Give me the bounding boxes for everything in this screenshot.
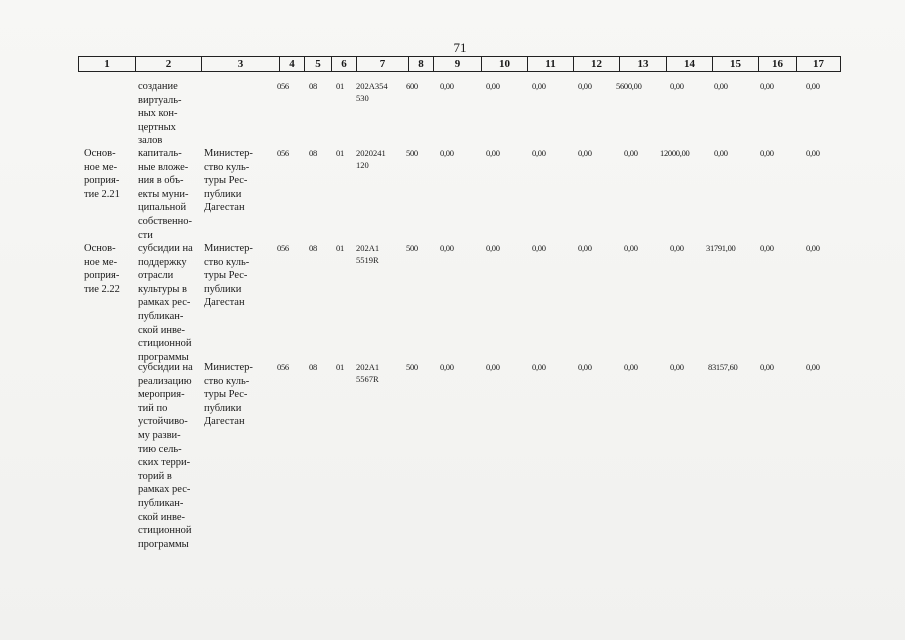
col-header-17: 17 [797,57,841,72]
value-col-12: 0,00 [578,243,592,253]
value-col-10: 0,00 [486,243,500,253]
col-header-7: 7 [357,57,409,72]
value-col-17: 0,00 [806,81,820,91]
value-col-12: 0,00 [578,362,592,372]
col-header-4: 4 [280,57,305,72]
code-expense-type: 500 [406,148,418,158]
value-col-13: 0,00 [624,148,638,158]
code-grbs: 056 [277,243,289,253]
value-col-9: 0,00 [440,362,454,372]
event-description: субсидии на поддержку отрасли культуры в рамках рес- публикан- ской инве- стиционной программы [138,243,193,363]
page-number: 71 [453,40,467,55]
value-col-11: 0,00 [532,81,546,91]
value-col-16: 0,00 [760,362,774,372]
event-label: Основ- ное ме- роприя- тие 2.21 [84,148,120,200]
code-subsection: 01 [336,148,344,158]
code-expense-type: 500 [406,362,418,372]
value-col-17: 0,00 [806,148,820,158]
value-col-16: 0,00 [760,81,774,91]
col-header-3: 3 [202,57,280,72]
code-subsection: 01 [336,81,344,91]
col-header-5: 5 [305,57,332,72]
col-header-6: 6 [332,57,357,72]
value-col-16: 0,00 [760,243,774,253]
col-header-12: 12 [574,57,620,72]
value-col-13: 0,00 [624,243,638,253]
value-col-14: 12000,00 [660,148,690,158]
code-target-article: 202A1 5567R [356,362,380,384]
code-subsection: 01 [336,362,344,372]
value-col-12: 0,00 [578,148,592,158]
value-col-14: 0,00 [670,81,684,91]
value-col-17: 0,00 [806,362,820,372]
value-col-16: 0,00 [760,148,774,158]
code-target-article: 202A1 5519R [356,243,380,265]
col-header-13: 13 [620,57,667,72]
value-col-11: 0,00 [532,362,546,372]
responsible-executor: Министер- ство куль- туры Рес- публики Дагестан [204,362,253,428]
col-header-2: 2 [136,57,202,72]
code-subsection: 01 [336,243,344,253]
value-col-9: 0,00 [440,148,454,158]
event-description: капиталь- ные вложе- ния в объ- екты муни- ципальной собственно- сти [138,148,193,241]
value-col-9: 0,00 [440,81,454,91]
value-col-10: 0,00 [486,362,500,372]
value-col-10: 0,00 [486,81,500,91]
value-col-15: 31791,00 [706,243,736,253]
value-col-13: 0,00 [624,362,638,372]
col-header-8: 8 [409,57,434,72]
code-section: 08 [309,81,317,91]
code-grbs: 056 [277,81,289,91]
value-col-11: 0,00 [532,148,546,158]
column-header-row [78,56,841,72]
col-header-11: 11 [528,57,574,72]
col-header-15: 15 [713,57,759,72]
code-section: 08 [309,148,317,158]
responsible-executor: Министер- ство куль- туры Рес- публики Дагестан [204,148,253,214]
value-col-10: 0,00 [486,148,500,158]
value-col-17: 0,00 [806,243,820,253]
code-grbs: 056 [277,362,289,372]
event-description: субсидии на реализацию мероприя- тий по устойчиво- му разви- тию сель- ских терри- торий в рамках рес- публикан- ской инве- стиционной программы [138,362,193,550]
code-target-article: 202A354 530 [356,81,388,103]
value-col-12: 0,00 [578,81,592,91]
event-label: Основ- ное ме- роприя- тие 2.22 [84,243,120,295]
value-col-14: 0,00 [670,362,684,372]
value-col-15: 0,00 [714,148,728,158]
col-header-16: 16 [759,57,797,72]
col-header-14: 14 [667,57,713,72]
code-grbs: 056 [277,148,289,158]
code-section: 08 [309,362,317,372]
code-section: 08 [309,243,317,253]
responsible-executor: Министер- ство куль- туры Рес- публики Дагестан [204,243,253,309]
code-expense-type: 500 [406,243,418,253]
value-col-15: 0,00 [714,81,728,91]
col-header-10: 10 [482,57,528,72]
value-col-15: 83157,60 [708,362,738,372]
code-expense-type: 600 [406,81,418,91]
value-col-9: 0,00 [440,243,454,253]
event-description: создание виртуаль- ных кон- цертных залов [138,81,182,147]
value-col-14: 0,00 [670,243,684,253]
value-col-13: 5600,00 [616,81,642,91]
col-header-1: 1 [79,57,136,72]
code-target-article: 2020241 120 [356,148,386,170]
value-col-11: 0,00 [532,243,546,253]
col-header-9: 9 [434,57,482,72]
